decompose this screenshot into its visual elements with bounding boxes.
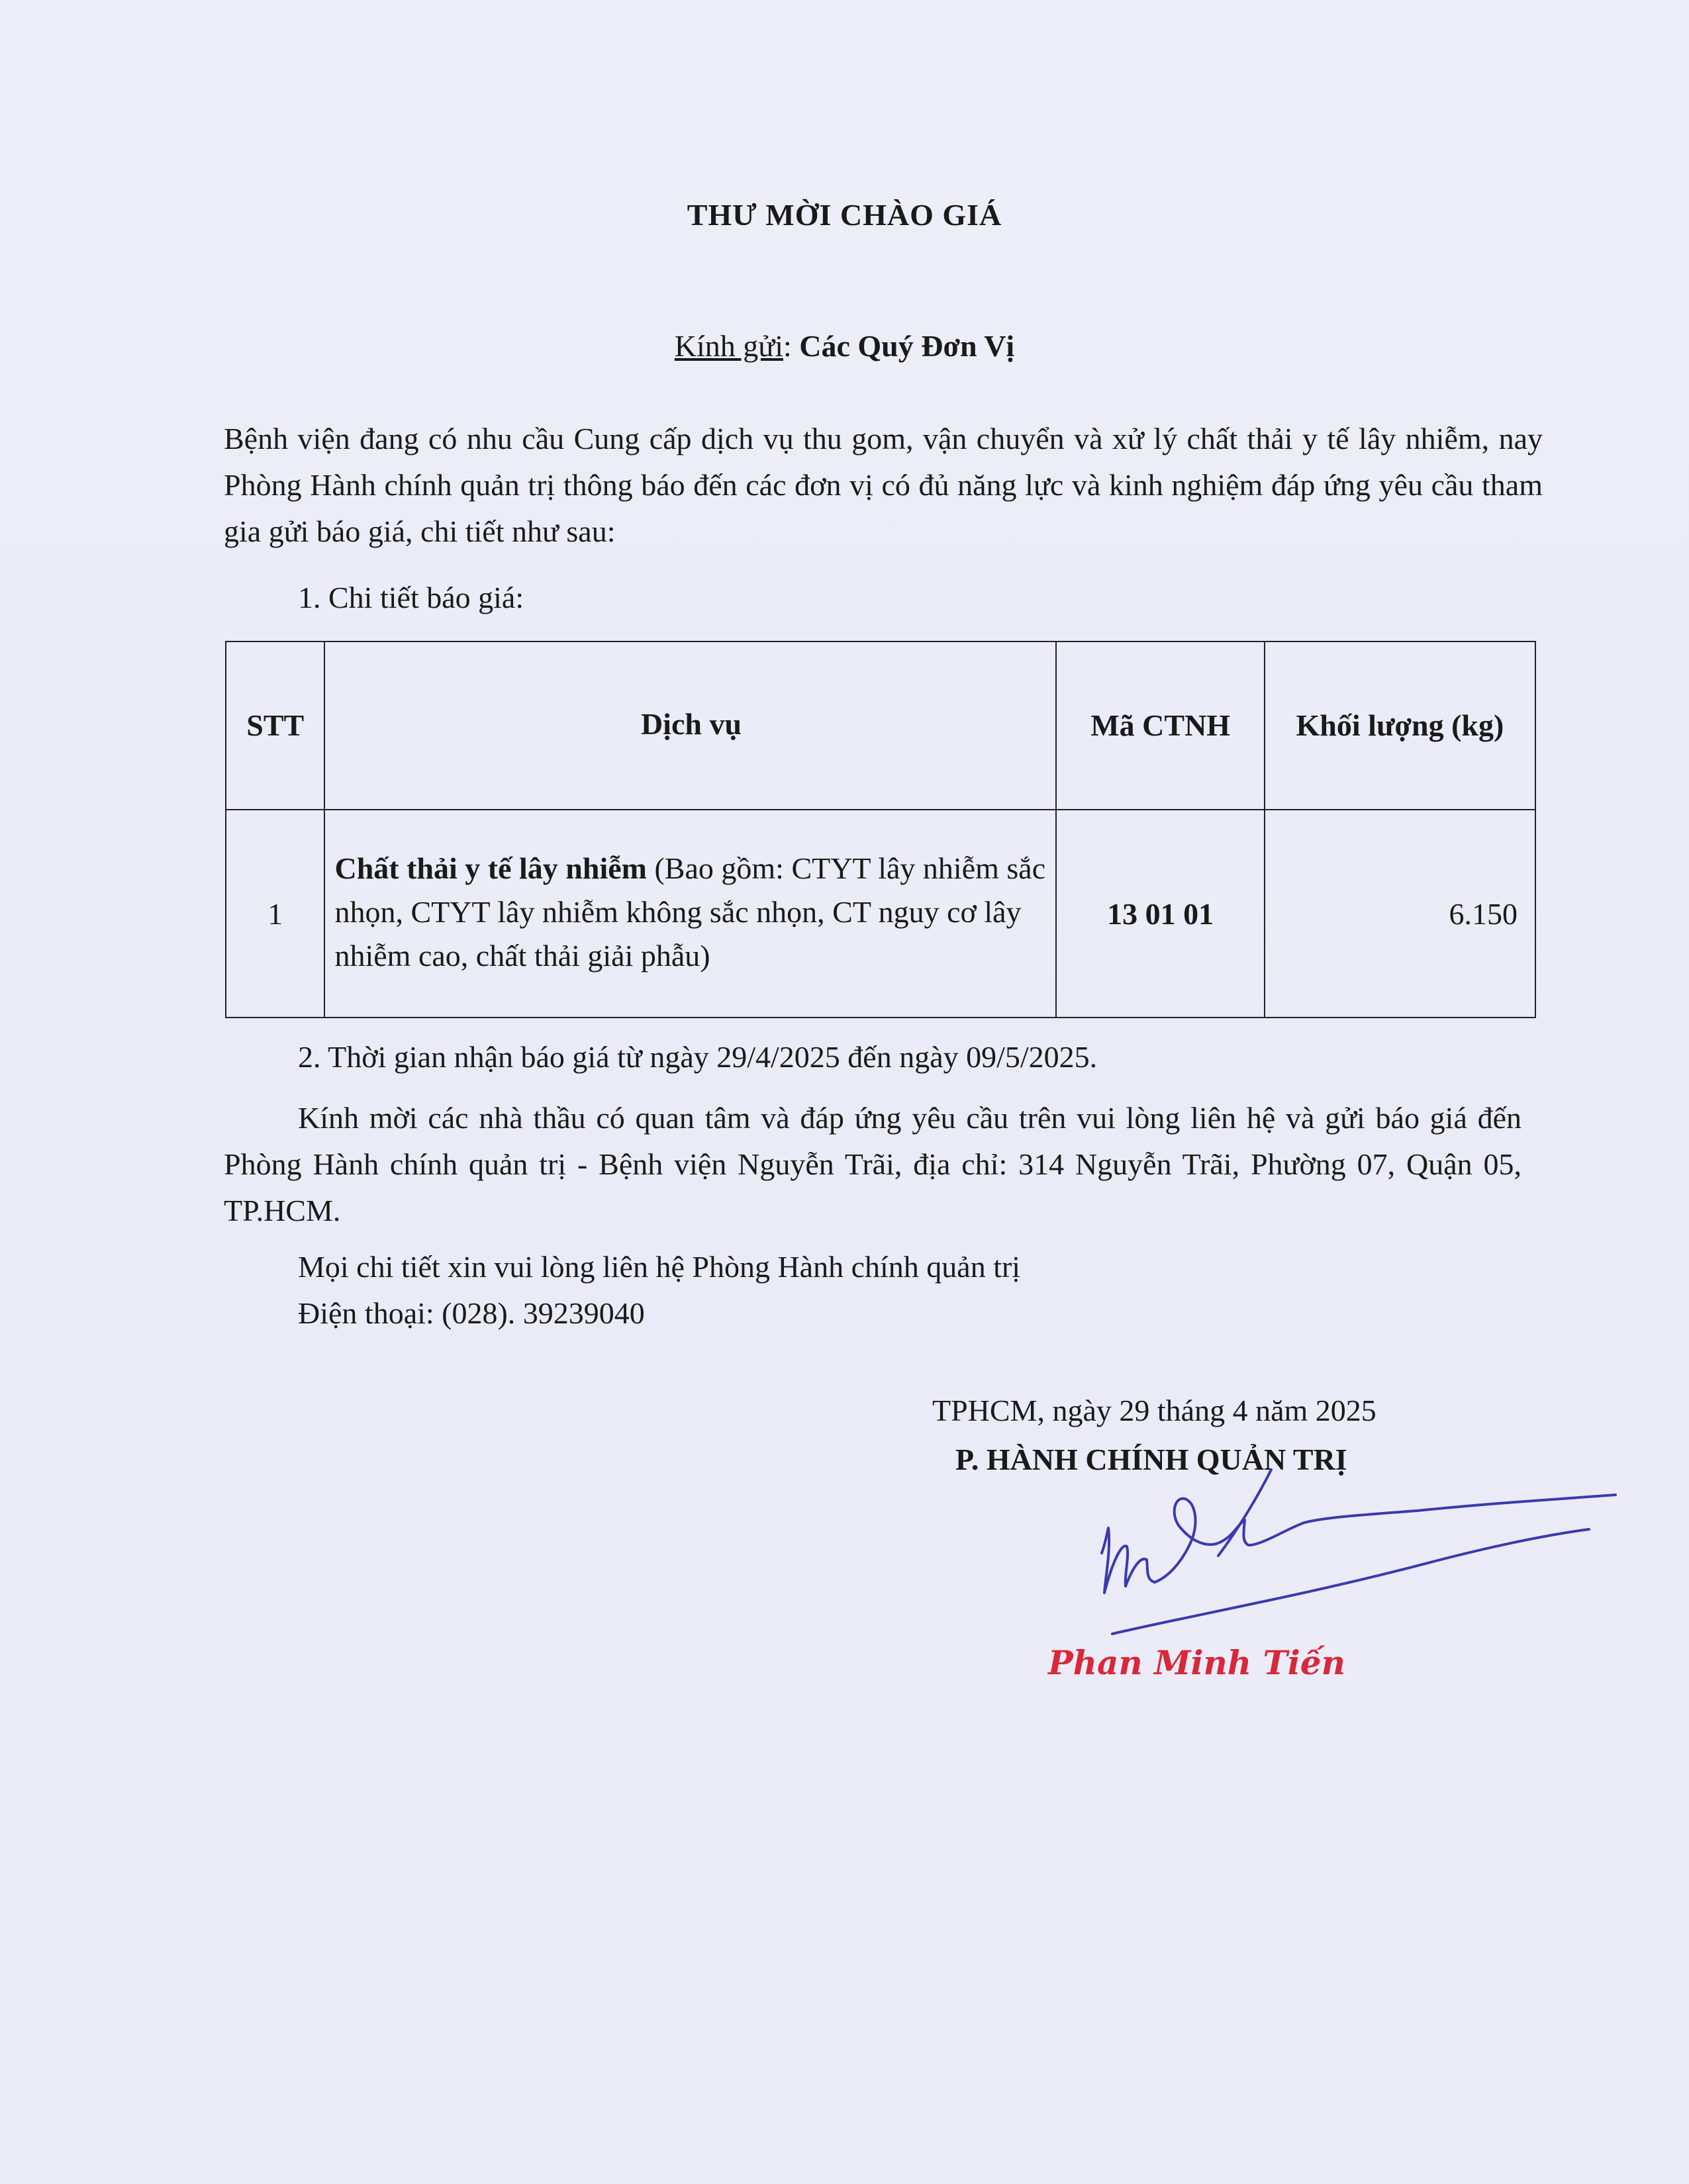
cell-code: 13 01 01 — [1056, 810, 1264, 1018]
header-service: Dịch vụ — [324, 641, 1056, 810]
document-title: THƯ MỜI CHÀO GIÁ — [687, 198, 1002, 232]
closing-paragraph: Kính mời các nhà thầu có quan tâm và đáp ứng yêu cầu trên vui lòng liên hệ và gửi báo giá đến Phòng Hành chính quản trị - Bệnh viện Nguyễn Trãi, địa chỉ: 314 Nguyễn Trãi, Phường 07, Quận 05, TP.HCM. — [224, 1101, 1521, 1227]
signer-name: Phan Minh Tiến — [1048, 1643, 1345, 1682]
quotation-table — [225, 641, 1536, 1018]
service-name: Chất thải y tế lây nhiễm — [334, 851, 647, 885]
date-line: TPHCM, ngày 29 tháng 4 năm 2025 — [932, 1394, 1376, 1427]
intro-paragraph: Bệnh viện đang có nhu cầu Cung cấp dịch vụ thu gom, vận chuyển và xử lý chất thải y tế lây nhiễm, nay Phòng Hành chính quản trị thông báo đến các đơn vị có đủ năng lực và kinh nghiệm đáp ứng yêu cầu tham gia gửi báo giá, chi tiết như sau: — [224, 422, 1543, 548]
salutation: Kính gửi: Các Quý Đơn Vị — [674, 329, 1015, 363]
department-name: P. HÀNH CHÍNH QUẢN TRỊ — [955, 1443, 1347, 1476]
cell-stt: 1 — [226, 810, 324, 1018]
header-stt: STT — [226, 641, 324, 810]
table-header-row — [226, 641, 1535, 810]
salutation-label: Kính gửi — [674, 329, 783, 363]
service-details: (Bao gồm: CTYT lây nhiễm sắc nhọn, CTYT lây nhiễm không sắc nhọn, CT nguy cơ lây nhiễm cao, chất thải giải phẫu) — [334, 851, 1046, 973]
phone-line: Điện thoại: (028). 39239040 — [298, 1296, 645, 1330]
table-row — [226, 810, 1535, 1018]
contact-line: Mọi chi tiết xin vui lòng liên hệ Phòng Hành chính quản trị — [298, 1250, 1021, 1284]
salutation-recipients: Các Quý Đơn Vị — [799, 329, 1015, 363]
cell-weight: 6.150 — [1265, 810, 1535, 1018]
header-weight: Khối lượng (kg) — [1265, 641, 1535, 810]
handwritten-signature — [1086, 1456, 1629, 1668]
header-code: Mã CTNH — [1056, 641, 1264, 810]
cell-service — [324, 810, 1056, 1018]
item-2-paragraph: 2. Thời gian nhận báo giá từ ngày 29/4/2025 đến ngày 09/5/2025. — [298, 1040, 1098, 1074]
item-1-heading: 1. Chi tiết báo giá: — [298, 581, 524, 614]
